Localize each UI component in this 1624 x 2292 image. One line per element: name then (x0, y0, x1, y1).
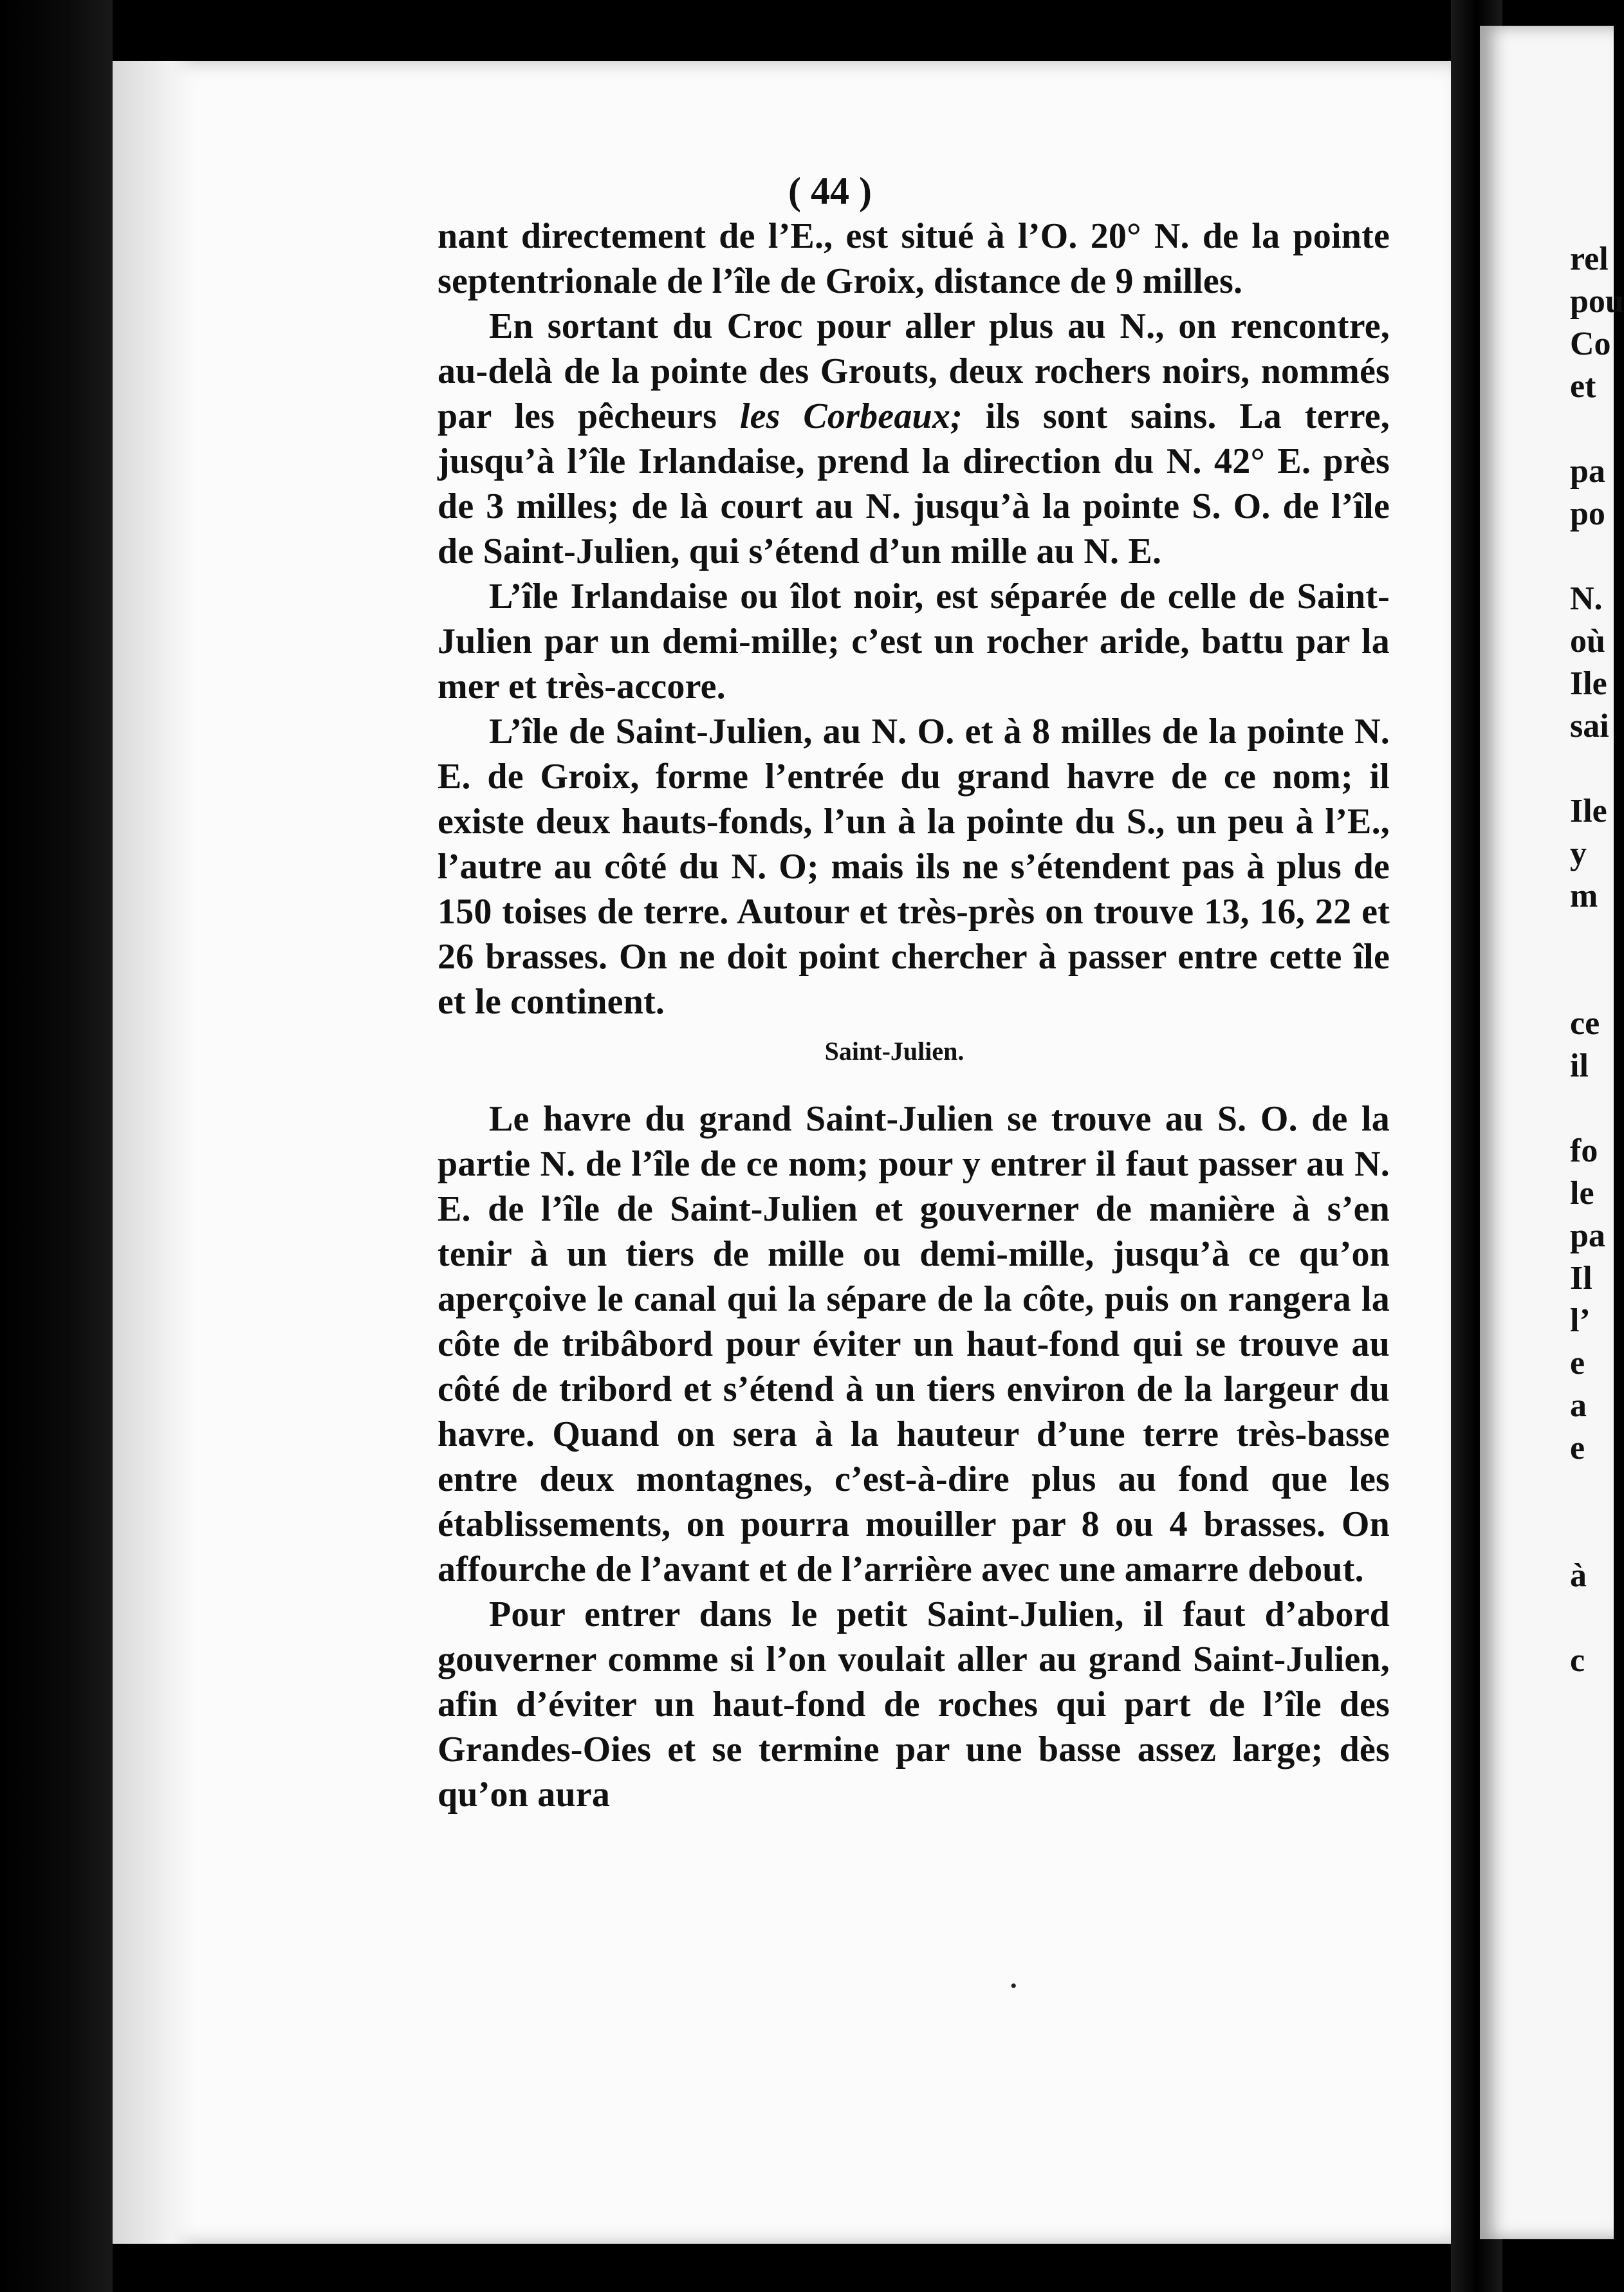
facing-page-fragment: ce (1570, 1005, 1600, 1042)
page-number: ( 44 ) (788, 170, 872, 212)
facing-page-fragment (1570, 1087, 1614, 1130)
paragraph-6: Pour entrer dans le petit Saint-Julien, il faut d’abord gouverner comme si l’on voulait aller au grand Saint-Julien, afin d’éviter un haut-fond de roches qui part de l’île des Grandes-Oies et se termine par une basse assez large; dès qu’on aura (438, 1594, 1390, 1815)
facing-page-fragment: po (1570, 495, 1605, 532)
paragraph-2-start: En sortant du Croc pour aller plus au N., on rencontre, au-delà de la pointe des Grouts, deux rochers noirs, nommés par les pêcheurs (438, 306, 1390, 436)
paragraph-2-rest: ils sont sains. La terre, jusqu’à l’île Irlandaise, prend la direction du N. 42° E. près de 3 milles; de là court au N. jusqu’à la pointe S. O. de l’île de Saint-Julien, qui s’étend d’un mille au N. E. (438, 396, 1390, 571)
section-heading: Saint-Julien. (824, 1037, 964, 1066)
facing-page-fragment: m (1570, 878, 1598, 914)
facing-page-fragment (1570, 918, 1614, 960)
facing-page-fragment (1570, 748, 1614, 790)
paragraph-3: L’île Irlandaise ou îlot noir, est séparée de celle de Saint-Julien par un demi-mille; c’est un rocher aride, battu par la mer et très-accore. (438, 577, 1390, 707)
facing-page-fragment (1570, 408, 1614, 450)
facing-page-fragment: Ile (1570, 665, 1607, 702)
paragraph-2 (438, 304, 1390, 574)
paragraph-4: L’île de Saint-Julien, au N. O. et à 8 milles de la pointe N. E. de Groix, forme l’entrée du grand havre de ce nom; il existe deux hauts-fonds, l’un à la pointe du S., un peu à l’E., l’autre au côté du N. O; mais ils ne s’étendent pas à plus de 150 toises de terre. Autour et très-près on trouve 13, 16, 22 et 26 brasses. On ne doit point chercher à passer entre cette île et le continent. (438, 712, 1390, 1022)
facing-page-fragment: le (1570, 1175, 1594, 1212)
paragraph-1: nant directement de l’E., est situé à l’O. 20° N. de la pointe septentrionale de l’île de Groix, distance de 9 milles. (438, 216, 1390, 301)
facing-page-fragment: a (1570, 1387, 1587, 1424)
facing-page-fragment: à (1570, 1557, 1587, 1594)
paragraph-2-italic: les Corbeaux; (739, 396, 963, 436)
facing-page-fragment: e (1570, 1345, 1585, 1382)
facing-page-fragment (1570, 535, 1614, 578)
facing-page-fragment: et (1570, 368, 1596, 405)
facing-page-fragment: où (1570, 623, 1605, 660)
facing-page-fragment: Co (1570, 326, 1611, 362)
facing-page-fragment (1570, 1597, 1614, 1640)
facing-page-fragment: c (1570, 1642, 1585, 1679)
facing-page-text-fragments (1570, 238, 1624, 1682)
facing-page-fragment: y (1570, 835, 1587, 872)
paragraph-5: Le havre du grand Saint-Julien se trouve au S. O. de la partie N. de l’île de ce nom; pour y entrer il faut passer au N. E. de l’île de Saint-Julien et gouverner de manière à s’en tenir à un tiers de mille ou demi-mille, jusqu’à ce qu’on aperçoive le canal qui la sépare de la côte, puis on rangera la côte de tribâbord pour éviter un haut-fond qui se trouve au côté de tribord et s’étend à un tiers environ de la largeur du havre. Quand on sera à la hauteur d’une terre très-basse entre deux montagnes, c’est-à-dire plus au fond que les établissements, on pourra mouiller par 8 ou 4 brasses. On affourche de l’avant et de l’arrière avec une amarre debout. (438, 1099, 1390, 1589)
facing-page-fragment: rel (1570, 241, 1609, 277)
facing-page-fragment: Il (1570, 1260, 1592, 1297)
facing-page-fragment: fo (1570, 1132, 1598, 1169)
facing-page-fragment (1570, 960, 1614, 1003)
facing-page-fragment: sai (1570, 708, 1609, 744)
scan-left-margin (0, 0, 113, 2292)
page-text-block (438, 169, 1390, 1817)
facing-page-fragment (1570, 1512, 1614, 1555)
facing-page-fragment: il (1570, 1048, 1589, 1084)
facing-page-fragment: Ile (1570, 793, 1607, 829)
ink-speck: • (1010, 1975, 1017, 1997)
facing-page-fragment: e (1570, 1430, 1585, 1466)
page-curl-shadow (113, 61, 196, 2244)
facing-page-fragment: l’ (1570, 1302, 1591, 1339)
facing-page-fragment: N. (1570, 580, 1603, 617)
facing-page-fragment (1570, 1470, 1614, 1512)
facing-page-fragment: pou (1570, 283, 1624, 320)
facing-page-fragment: pa (1570, 453, 1605, 490)
facing-page-fragment: pa (1570, 1217, 1605, 1254)
